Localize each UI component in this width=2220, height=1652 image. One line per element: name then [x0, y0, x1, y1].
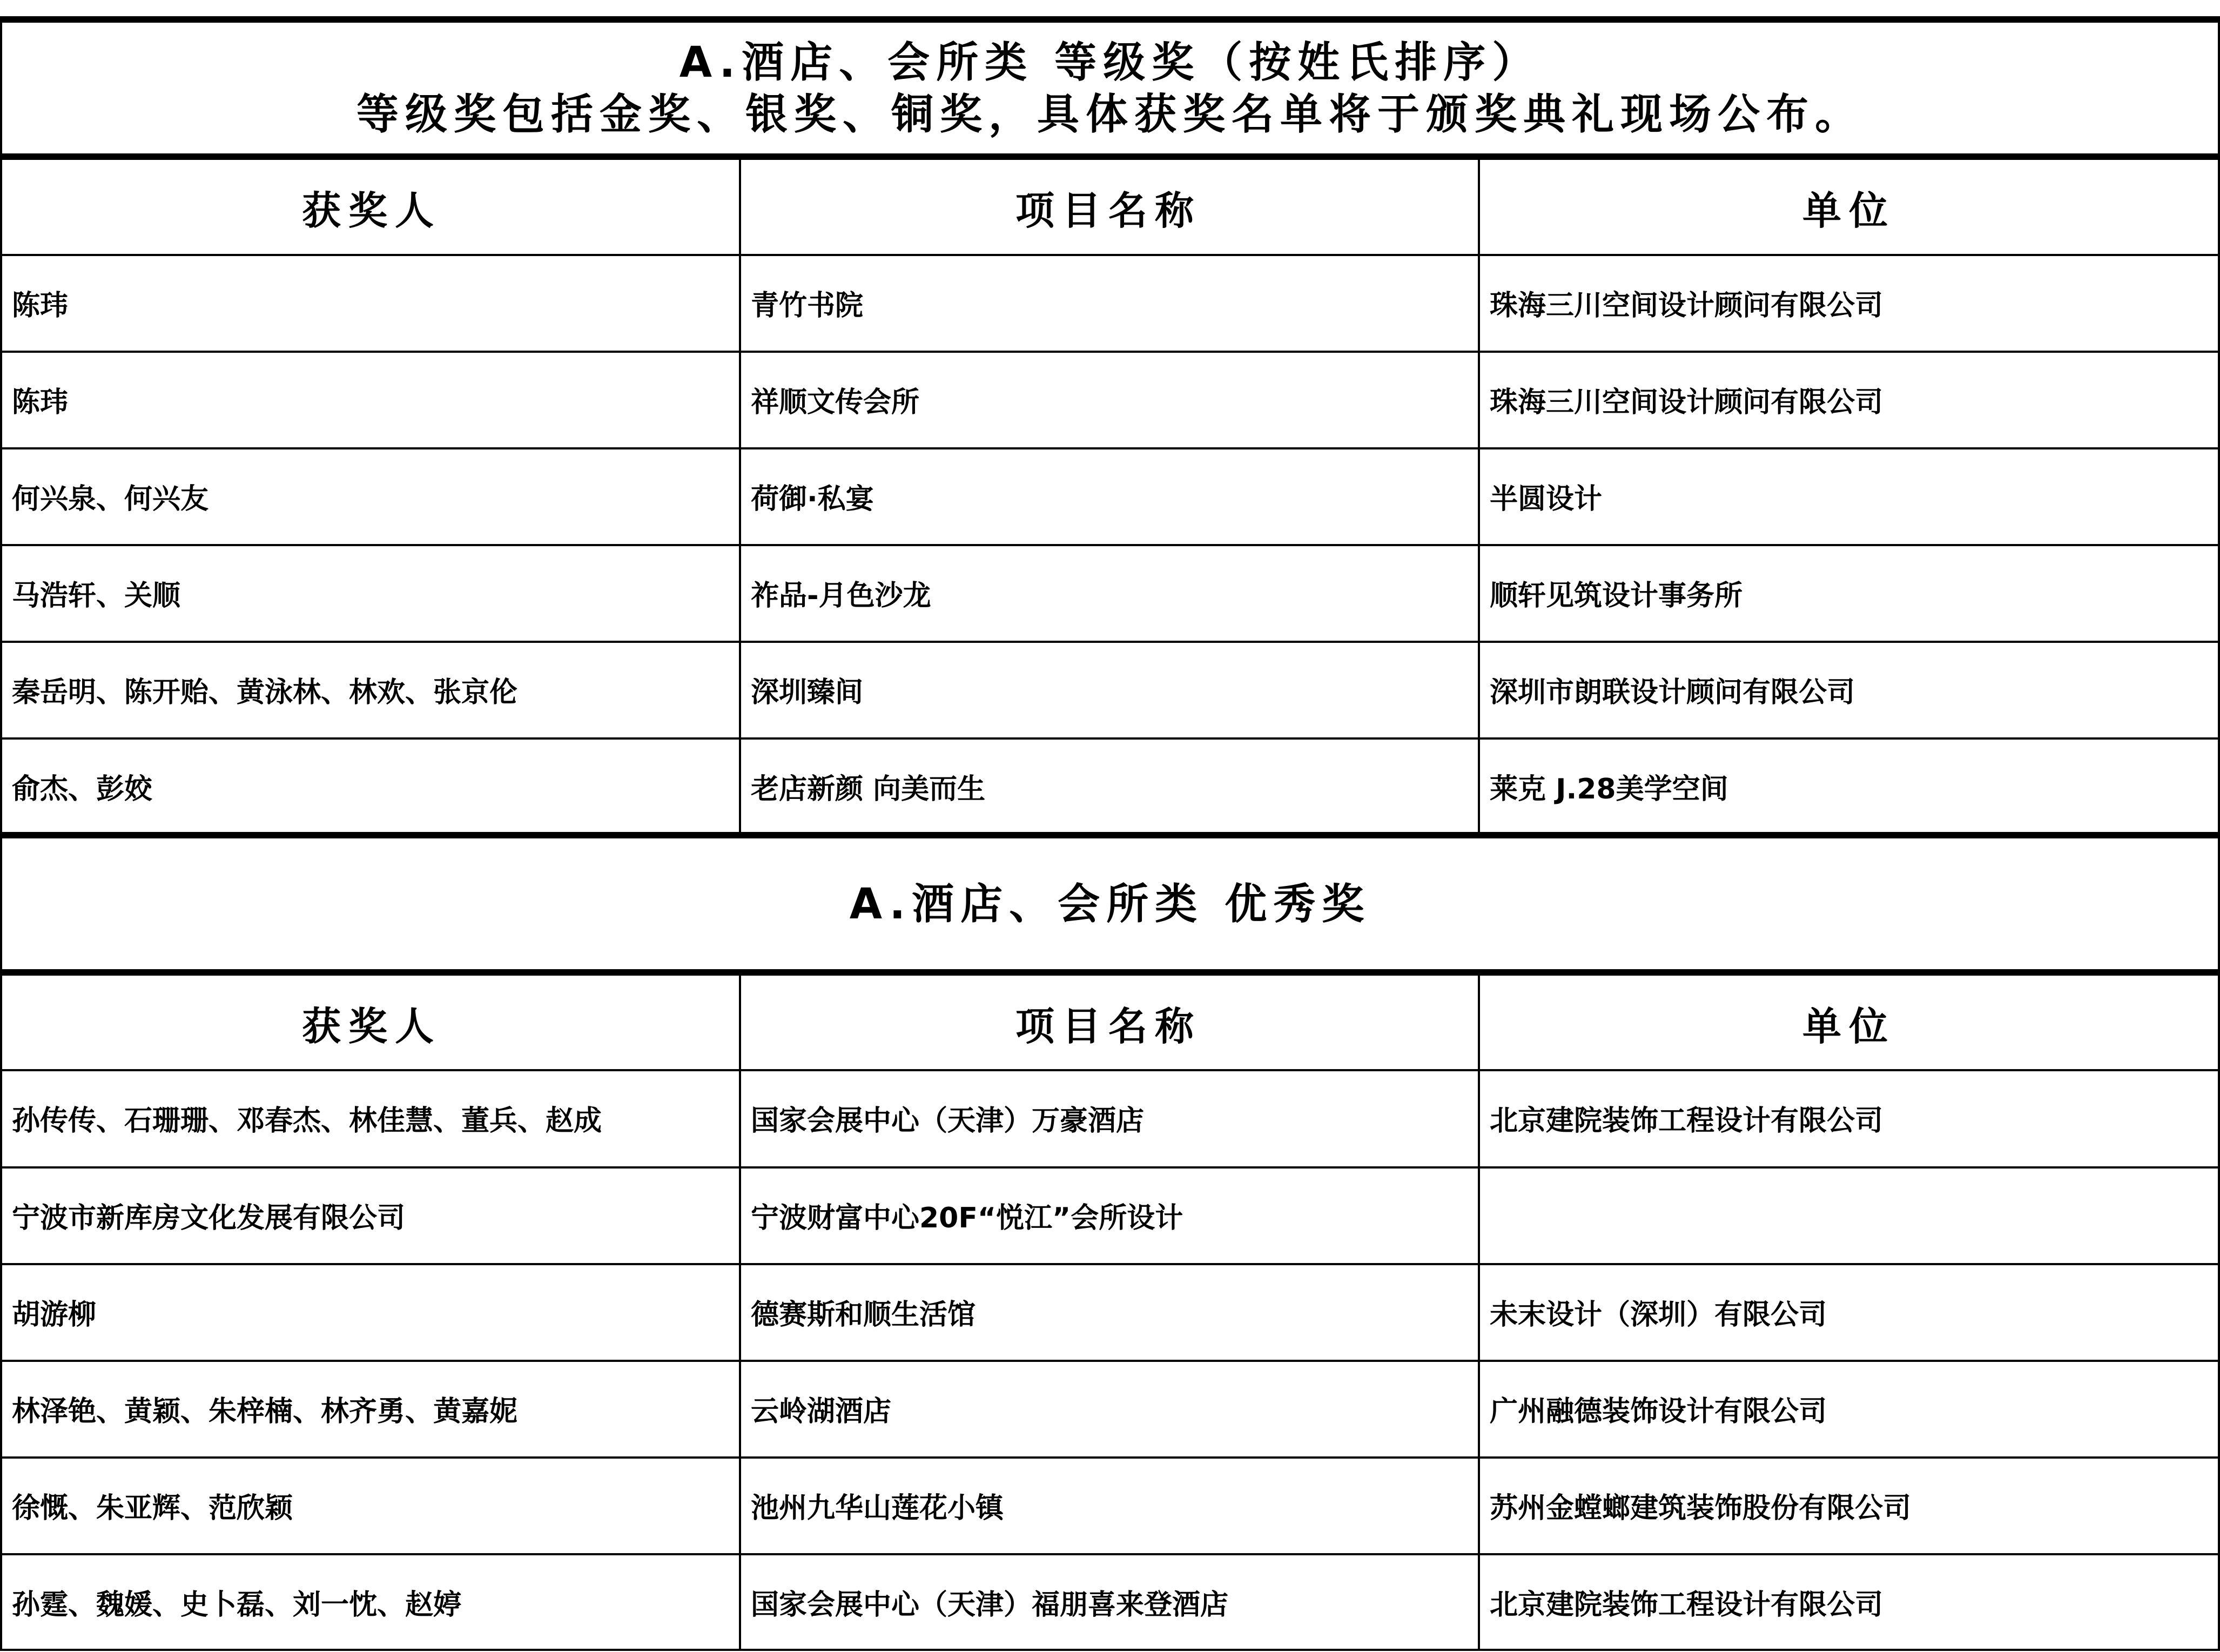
section1-title — [0, 23, 2220, 155]
cell-company: 苏州金螳螂建筑装饰股份有限公司 — [1490, 1492, 1912, 1525]
cell-project: 荷御·私宴 — [751, 482, 874, 515]
cell-awardee: 胡游柳 — [12, 1298, 97, 1331]
cell-awardee: 马浩轩、关顺 — [12, 579, 181, 612]
cell-company: 珠海三川空间设计顾问有限公司 — [1490, 289, 1883, 322]
cell-project: 宁波财富中心20F“悦江”会所设计 — [751, 1201, 1183, 1234]
section2-title — [0, 838, 2220, 970]
cell-project: 深圳臻间 — [751, 676, 864, 709]
cell-company: 北京建院装饰工程设计有限公司 — [1490, 1104, 1883, 1137]
cell-awardee: 秦岳明、陈开贻、黄泳林、林欢、张京伦 — [12, 676, 518, 709]
cell-company: 广州融德装饰设计有限公司 — [1490, 1395, 1827, 1428]
border-line — [0, 16, 2220, 23]
cell-project: 祥顺文传会所 — [751, 386, 920, 419]
cell-project: 老店新颜 向美而生 — [751, 773, 986, 805]
cell-company — [1480, 1167, 2218, 1262]
section2-header-company: 单位 — [1802, 1004, 1895, 1049]
cell-awardee: 俞杰、彭姣 — [12, 773, 153, 805]
section2-header-project: 项目名称 — [1015, 1004, 1201, 1049]
cell-project: 池州九华山莲花小镇 — [751, 1492, 1004, 1525]
cell-awardee: 林泽铯、黄颖、朱梓楠、林齐勇、黄嘉妮 — [12, 1395, 518, 1428]
border-line — [0, 1649, 2220, 1651]
cell-company: 顺轩见筑设计事务所 — [1490, 579, 1743, 612]
border-line — [0, 153, 2220, 160]
border-line — [739, 975, 741, 1651]
border-line — [0, 16, 2, 1651]
cell-project: 云岭湖酒店 — [751, 1395, 892, 1428]
border-line — [0, 969, 2220, 976]
section1-title-line1: A.酒店、会所类 等级奖（按姓氏排序） — [679, 38, 1541, 87]
cell-project: 国家会展中心（天津）万豪酒店 — [751, 1104, 1145, 1137]
border-line — [0, 832, 2220, 838]
border-line — [1478, 159, 1480, 832]
border-line — [1478, 975, 1480, 1651]
section2-header-awardee: 获奖人 — [301, 1004, 441, 1049]
cell-company: 北京建院装饰工程设计有限公司 — [1490, 1588, 1883, 1621]
cell-project: 国家会展中心（天津）福朋喜来登酒店 — [751, 1588, 1229, 1621]
section1-header-project: 项目名称 — [1015, 188, 1201, 233]
cell-company: 半圆设计 — [1490, 482, 1603, 515]
section1-header-company: 单位 — [1802, 188, 1895, 233]
border-line — [739, 159, 741, 832]
cell-awardee: 徐慨、朱亚辉、范欣颖 — [12, 1492, 293, 1525]
cell-awardee: 何兴泉、何兴友 — [12, 482, 209, 515]
cell-company: 珠海三川空间设计顾问有限公司 — [1490, 386, 1883, 419]
section1-title-line2: 等级奖包括金奖、银奖、铜奖，具体获奖名单将于颁奖典礼现场公布。 — [356, 90, 1864, 139]
cell-awardee: 孙传传、石珊珊、邓春杰、林佳慧、董兵、赵成 — [12, 1104, 602, 1137]
cell-company: 莱克 J.28美学空间 — [1490, 773, 1728, 805]
border-line — [2218, 16, 2220, 1651]
cell-company: 深圳市朗联设计顾问有限公司 — [1490, 676, 1855, 709]
cell-awardee: 孙霆、魏媛、史卜磊、刘一忱、赵婷 — [12, 1588, 462, 1621]
cell-project: 德赛斯和顺生活馆 — [751, 1298, 976, 1331]
cell-company: 未末设计（深圳）有限公司 — [1490, 1298, 1827, 1331]
cell-project: 祚品-月色沙龙 — [751, 579, 931, 612]
cell-project: 青竹书院 — [751, 289, 864, 322]
section2-title-line1: A.酒店、会所类 优秀奖 — [849, 880, 1371, 929]
cell-awardee: 陈玮 — [12, 386, 69, 419]
cell-awardee: 宁波市新库房文化发展有限公司 — [12, 1201, 406, 1234]
cell-awardee: 陈玮 — [12, 289, 69, 322]
section1-header-awardee: 获奖人 — [301, 188, 441, 233]
